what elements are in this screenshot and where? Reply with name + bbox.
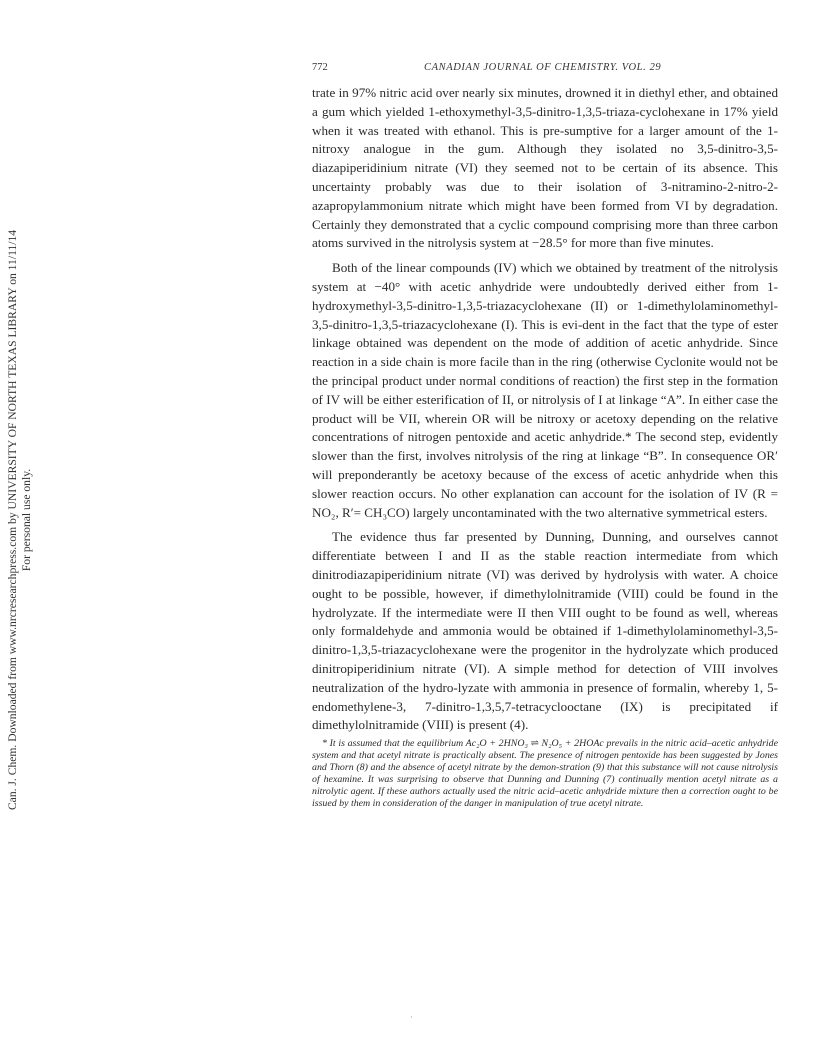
paragraph-1: trate in 97% nitric acid over nearly six minutes, drowned it in diethyl ether, and obtained a gum which yielded 1-ethoxymethyl-3,5-dinitro-1,3,5-triaza-cyclohexane in 17% yield when it was treated with ethanol. This is pre-sumptive for a larger amount of the 1-nitroxy analogue in the gum. Although they isolated no 3,5-dinitro-3,5-diazapiperidinium nitrate (VI) they seemed not to be certain of its absence. This uncertainty probably was due to their isolation of 3-nitramino-2-nitro-2-azapropylammonium nitrate which might have been formed from VI by degradation. Certainly they demonstrated that a cyclic compound comprising more than three carbon atoms survived in the nitrolysis system at −28.5° for more than five minutes.: [312, 85, 778, 251]
footnote: * It is assumed that the equilibrium Ac₂O + 2HNO₃ ⇌ N₂O₅ + 2HOAc prevails in the nitric acid–acetic anhydride system and that acetyl nitrate is practically absent. The presence of nitrogen pentoxide has been suggested by Jones and Thorn (8) and the absence of acetyl nitrate by the demon-stration (9) that this substance will not cause nitrolysis of hexamine. It was surprising to observe that Dunning and Dunning (7) continually mention acetyl nitrate as a nitrolytic agent. If these authors actually used the nitric acid–acetic anhydride mixture then a correction ought to be issued by them in consideration of the danger in manipulation of true acetyl nitrate.: [312, 738, 778, 809]
download-stamp-line-2: For personal use only.: [20, 468, 33, 572]
page-number: 772: [312, 62, 328, 73]
journal-title: CANADIAN JOURNAL OF CHEMISTRY. VOL. 29: [424, 62, 662, 73]
scan-speck: ·: [410, 1012, 413, 1022]
download-stamp-line-1: Can. J. Chem. Downloaded from www.nrcresearchpress.com by UNIVERSITY OF NORTH TEXAS LIBRARY on 11/11/14: [6, 229, 19, 811]
paragraph-2: Both of the linear compounds (IV) which we obtained by treatment of the nitrolysis system at −40° with acetic anhydride were undoubtedly derived either from 1-hydroxymethyl-3,5-dinitro-1,3,5-triazacyclohexane (II) or 1-dimethylolaminomethyl-3,5-dinitro-1,3,5-triazacyclohexane (I). This is evi-dent in the fact that the type of ester linkage obtained was dependent on the mode of addition of acetic anhydride. Since reaction in a side chain is more facile than in the ring (otherwise Cyclonite would not be the principal product under normal conditions of reaction) the first step in the formation of IV will be either esterification of II, or nitrolysis of I at linkage “A”. In either case the product will be VII, wherein OR will be nitroxy or acetoxy depending on the relative concentrations of nitrogen pentoxide and acetic anhydride.* The second step, evidently slower than the first, involves nitrolysis of the ring at linkage “B”. In consequence OR′ will preponderantly be acetoxy because of the excess of acetic anhydride when this slower reaction occurs. No other explanation can account for the isolation of IV (R = NO₂, R′= CH₃CO) largely uncontaminated with the two alternative symmetrical esters.: [312, 260, 778, 520]
paragraph-3: The evidence thus far presented by Dunning, Dunning, and ourselves cannot differentiate between I and II as the stable reaction intermediate from which dinitrodiazapiperidinium nitrate (VI) was derived by hydrolysis with water. A choice ought to be possible, however, if dimethylolnitramide (VIII) could be found in the hydrolyzate. If the intermediate were II then VIII ought to be found as well, whereas only formaldehyde and ammonia would be obtained if 1-dimethylolaminomethyl-3,5-dinitro-1,3,5-triazacyclohexane were the progenitor in the hydrolyzate which produced dinitropiperidinium nitrate (VI). A simple method for detection of VIII involves neutralization of the hydro-lyzate with ammonia in presence of formalin, whereby 1, 5-endomethylene-3, 7-dinitro-1,3,5,7-tetracyclooctane (IX) is precipitated if dimethylolnitramide (VIII) is present (4).: [312, 529, 778, 733]
download-stamp: [0, 0, 40, 1053]
download-stamp-text: [6, 230, 34, 810]
body-text: [312, 84, 778, 741]
